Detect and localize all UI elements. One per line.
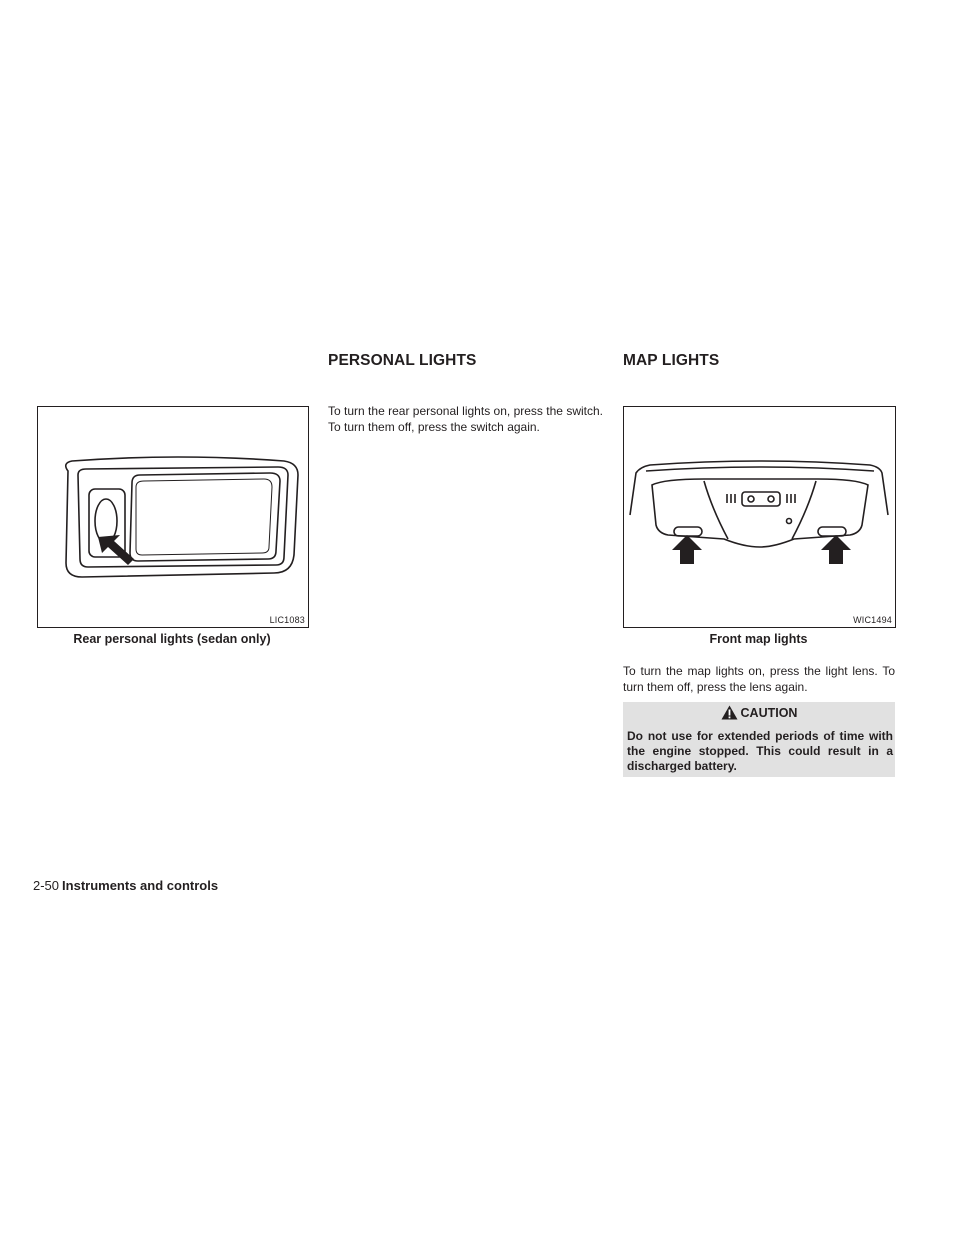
caution-text: Do not use for extended periods of time with the engine stopped. This could result in a discharged battery. — [627, 729, 893, 773]
map-lights-heading: MAP LIGHTS — [623, 352, 720, 369]
caution-title-text: CAUTION — [740, 705, 798, 720]
rear-personal-lights-caption: Rear personal lights (sedan only) — [73, 632, 271, 646]
figure-code: WIC1494 — [853, 615, 892, 625]
front-map-lights-caption: Front map lights — [709, 632, 808, 646]
rear-personal-lights-figure — [37, 406, 309, 628]
page-footer — [33, 878, 218, 893]
map-lights-body: To turn the map lights on, press the light lens. To turn them off, press the lens again. — [623, 664, 895, 694]
front-map-lights-illustration — [624, 407, 895, 627]
caution-box — [623, 702, 895, 777]
personal-lights-body: To turn the rear personal lights on, press the switch. To turn them off, press the switch again. — [328, 404, 603, 434]
warning-icon — [721, 705, 738, 720]
rear-personal-lights-illustration — [38, 407, 308, 627]
front-map-lights-figure — [623, 406, 896, 628]
page-number: 2-50 — [33, 878, 60, 893]
section-title: Instruments and controls — [62, 878, 219, 893]
caution-title — [623, 705, 895, 720]
personal-lights-heading: PERSONAL LIGHTS — [328, 352, 477, 369]
figure-code: LIC1083 — [269, 615, 305, 625]
